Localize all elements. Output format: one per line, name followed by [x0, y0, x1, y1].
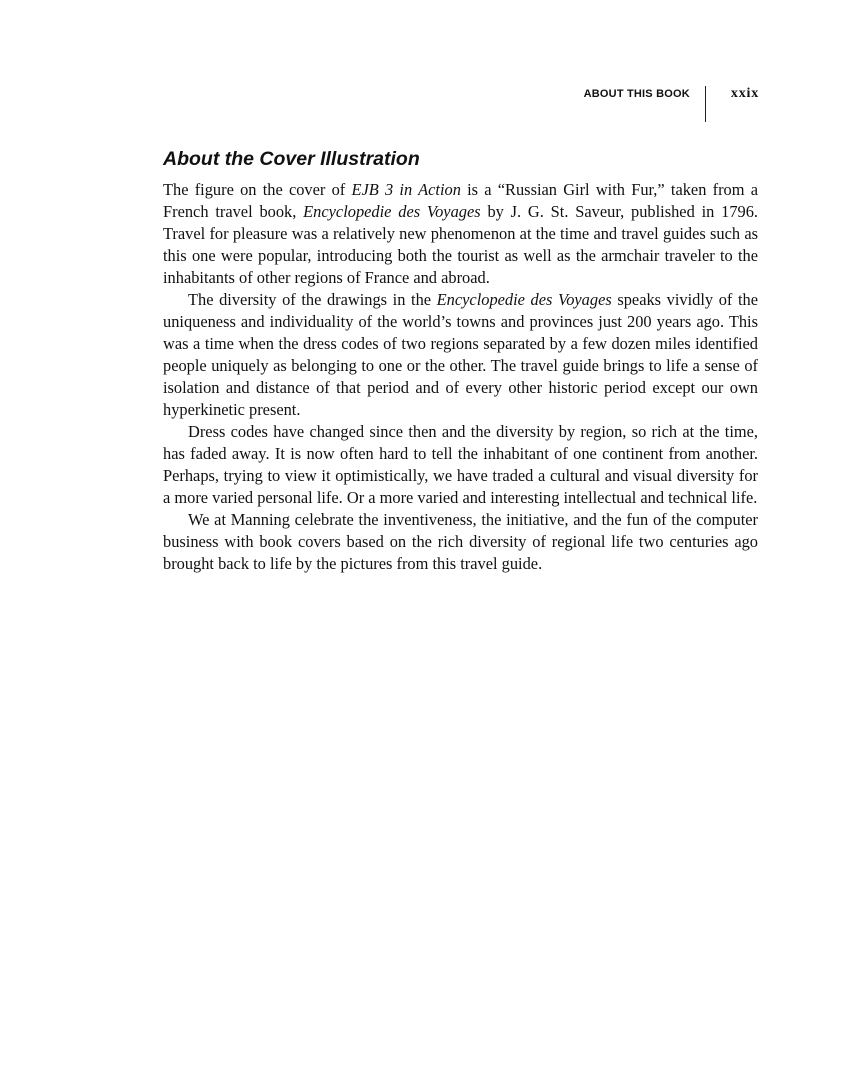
paragraph-2-text-b: speaks vividly of the uniqueness and individuality of the world’s towns and provinces just 200 years ago. This was a time when the dress codes of two regions separated by a few dozen miles identified people uniquely as belonging to one or the other. The travel guide brings to life a sense of isolation and distance of that period and of every other historic period except our own hyperkinetic present. [163, 290, 758, 419]
main-content [163, 146, 758, 575]
book-title-italic: EJB 3 in Action [351, 180, 461, 199]
running-head [584, 86, 759, 122]
paragraph-2 [163, 289, 758, 421]
running-head-divider [705, 86, 706, 122]
paragraph-1 [163, 179, 758, 289]
running-head-title: ABOUT THIS BOOK [583, 88, 690, 100]
source-title-italic: Encyclopedie des Voyages [436, 290, 612, 309]
paragraph-1-text-c: by J. G. St. Saveur, published in 1796. Travel for pleasure was a relatively new phenomenon at the time and travel guides such as this one were popular, introducing both the tourist as well as the armchair traveler to the inhabitants of other regions of France and abroad. [163, 202, 759, 287]
paragraph-2-text-a: The diversity of the drawings in the [188, 290, 437, 309]
paragraph-1-text-b: is a “Russian Girl with Fur,” taken from a French travel book, [163, 180, 758, 221]
paragraph-4: We at Manning celebrate the inventiveness, the initiative, and the fun of the computer business with book covers based on the rich diversity of regional life two centuries ago brought back to life by the pictures from this travel guide. [163, 510, 758, 573]
source-title-italic: Encyclopedie des Voyages [303, 202, 481, 221]
section-heading: About the Cover Illustration [163, 148, 420, 170]
paragraph-1-text-a: The figure on the cover of [163, 180, 352, 199]
page-number: xxix [730, 86, 759, 101]
paragraph-3: Dress codes have changed since then and the diversity by region, so rich at the time, has faded away. It is now often hard to tell the inhabitant of one continent from another. Perhaps, trying to view it optimistically, we have traded a cultural and visual diversity for a more varied personal life. Or a more varied and interesting intellectual and technical life. [163, 422, 758, 507]
